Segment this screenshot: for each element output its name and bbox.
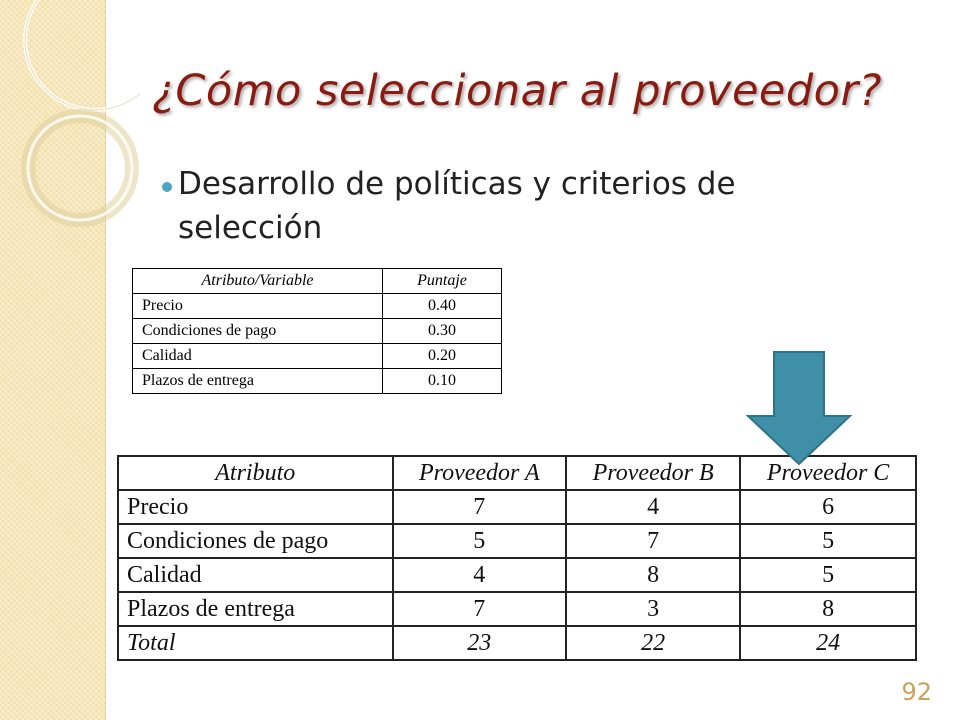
arrow-shape	[748, 352, 850, 464]
bullet-dot-icon	[162, 182, 172, 192]
score-cell: 3	[566, 592, 740, 626]
table-row	[118, 490, 916, 524]
total-cell: 22	[566, 626, 740, 660]
score-cell: 8	[566, 558, 740, 592]
weight-cell: 0.20	[383, 344, 502, 369]
column-header: Proveedor A	[393, 456, 567, 490]
score-cell: 5	[740, 524, 916, 558]
weight-cell: 0.40	[383, 294, 502, 319]
score-cell: 7	[393, 592, 567, 626]
weight-cell: 0.30	[383, 319, 502, 344]
table-row	[118, 558, 916, 592]
score-cell: 5	[393, 524, 567, 558]
attribute-cell: Calidad	[133, 344, 383, 369]
table-row	[133, 294, 502, 319]
bullet-item	[178, 162, 838, 250]
attribute-cell: Calidad	[118, 558, 393, 592]
total-cell: 23	[393, 626, 567, 660]
down-arrow-icon	[746, 350, 852, 468]
attribute-cell: Condiciones de pago	[133, 319, 383, 344]
table-header-row	[133, 269, 502, 294]
score-cell: 4	[393, 558, 567, 592]
score-cell: 8	[740, 592, 916, 626]
page-number: 92	[901, 678, 932, 706]
bullet-text: Desarrollo de políticas y criterios de selección	[178, 166, 736, 246]
attribute-cell: Precio	[133, 294, 383, 319]
table-row	[133, 369, 502, 394]
column-header: Proveedor B	[566, 456, 740, 490]
table-row	[118, 524, 916, 558]
decorative-circles	[0, 0, 140, 260]
score-cell: 7	[393, 490, 567, 524]
score-cell: 7	[566, 524, 740, 558]
total-label-cell: Total	[118, 626, 393, 660]
score-cell: 6	[740, 490, 916, 524]
column-header: Puntaje	[383, 269, 502, 294]
attribute-cell: Plazos de entrega	[118, 592, 393, 626]
total-cell: 24	[740, 626, 916, 660]
column-header: Atributo/Variable	[133, 269, 383, 294]
weight-cell: 0.10	[383, 369, 502, 394]
column-header: Atributo	[118, 456, 393, 490]
table-row	[118, 592, 916, 626]
table-row	[133, 344, 502, 369]
total-row	[118, 626, 916, 660]
score-cell: 4	[566, 490, 740, 524]
score-cell: 5	[740, 558, 916, 592]
attribute-cell: Precio	[118, 490, 393, 524]
attribute-cell: Plazos de entrega	[133, 369, 383, 394]
scores-table	[117, 455, 917, 661]
column-header: Proveedor C	[740, 456, 916, 490]
table-row	[133, 319, 502, 344]
slide-title: ¿Cómo seleccionar al proveedor?	[152, 66, 882, 116]
weights-table	[132, 268, 502, 394]
attribute-cell: Condiciones de pago	[118, 524, 393, 558]
